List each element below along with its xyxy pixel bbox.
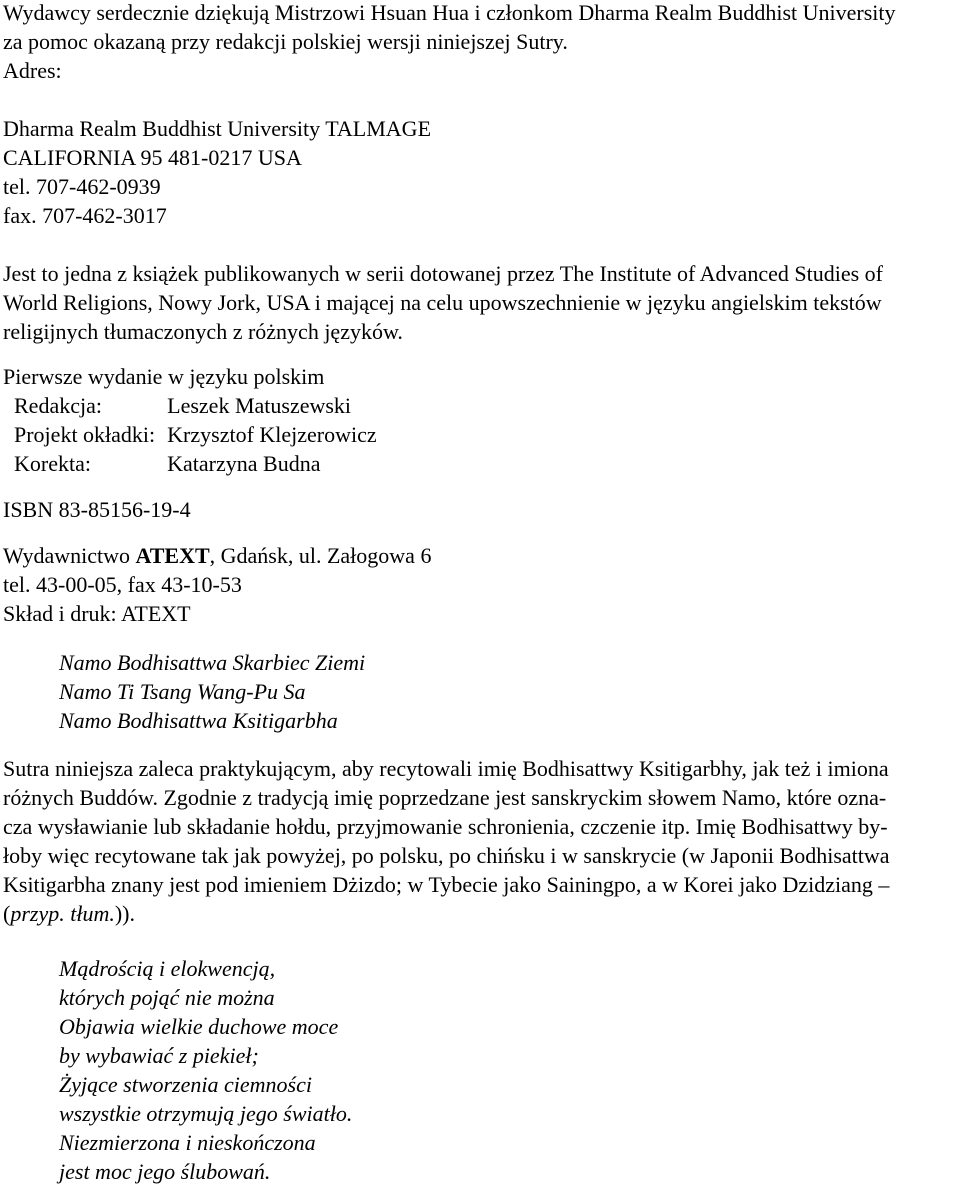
address-line: CALIFORNIA 95 481-0217 USA xyxy=(3,145,302,170)
series-note-line: World Religions, Nowy Jork, USA i mającej na celu upowszechnienie w języku angielskim tekstów xyxy=(3,290,882,315)
edition-title: Pierwsze wydanie w języku polskim xyxy=(3,364,325,389)
edition-block xyxy=(3,362,958,478)
credit-label: Projekt okładki: xyxy=(14,422,156,447)
invocations-block xyxy=(59,648,958,735)
sutra-note-line: cza wysławianie lub składanie hołdu, przyjmowanie schronienia, czczenie itp. Imię Bodhisattwy by- xyxy=(3,814,888,839)
credit-row xyxy=(14,391,377,420)
address-line: Dharma Realm Buddhist University TALMAGE xyxy=(3,116,432,141)
paren-open: ( xyxy=(3,901,11,926)
paren-close: )). xyxy=(114,901,135,926)
sutra-note-line xyxy=(3,899,958,928)
verse-line: wszystkie otrzymują jego światło. xyxy=(59,1101,353,1126)
credit-row xyxy=(14,420,377,449)
invocation-line: Namo Bodhisattwa Skarbiec Ziemi xyxy=(59,650,366,675)
translator-note: przyp. tłum. xyxy=(10,901,115,926)
credits-table xyxy=(14,391,377,478)
invocation-line: Namo Bodhisattwa Ksitigarbha xyxy=(59,708,338,733)
verse-line: których pojąć nie można xyxy=(59,985,275,1010)
publisher-line xyxy=(3,541,958,570)
verse-line: Objawia wielkie duchowe moce xyxy=(59,1014,339,1039)
sutra-note-paragraph xyxy=(3,754,958,928)
verse-block xyxy=(59,954,958,1186)
verse-line: Żyjące stworzenia ciemności xyxy=(59,1072,312,1097)
credit-row xyxy=(14,449,377,478)
verse-line: jest moc jego ślubowań. xyxy=(59,1159,271,1184)
publisher-address: , Gdańsk, ul. Załogowa 6 xyxy=(209,543,432,568)
credit-value: Katarzyna Budna xyxy=(167,451,321,476)
acknowledgement-line: za pomoc okazaną przy redakcji polskiej wersji niniejszej Sutry. xyxy=(3,29,568,54)
credit-value: Krzysztof Klejzerowicz xyxy=(167,422,377,447)
series-note-line: religijnych tłumaczonych z różnych języków. xyxy=(3,319,403,344)
invocation-line: Namo Ti Tsang Wang-Pu Sa xyxy=(59,679,306,704)
document-page xyxy=(3,0,958,1186)
address-block xyxy=(3,56,958,230)
publisher-block xyxy=(3,541,958,628)
acknowledgement-line: Wydawcy serdecznie dziękują Mistrzowi Hsuan Hua i członkom Dharma Realm Buddhist University xyxy=(3,0,896,25)
verse-line: Mądrością i elokwencją, xyxy=(59,956,276,981)
credit-label: Korekta: xyxy=(14,451,91,476)
verse-line: Niezmierzona i nieskończona xyxy=(59,1130,316,1155)
sutra-note-line: Sutra niniejsza zaleca praktykującym, aby recytowali imię Bodhisattwy Ksitigarbhy, jak też i imiona xyxy=(3,756,889,781)
acknowledgement-paragraph xyxy=(3,0,958,56)
credit-value: Leszek Matuszewski xyxy=(167,393,352,418)
address-phone: tel. 707-462-0939 xyxy=(3,174,161,199)
series-note-paragraph xyxy=(3,259,958,346)
address-fax: fax. 707-462-3017 xyxy=(3,203,167,228)
publisher-print: Skład i druk: ATEXT xyxy=(3,601,191,626)
address-label: Adres: xyxy=(3,58,62,83)
sutra-note-line: łoby więc recytowane tak jak powyżej, po polsku, po chińsku i w sanskrycie (w Japonii Bodhisattwa xyxy=(3,843,890,868)
verse-line: by wybawiać z piekieł; xyxy=(59,1043,259,1068)
sutra-note-line: różnych Buddów. Zgodnie z tradycją imię poprzedzane jest sanskryckim słowem Namo, które ozna- xyxy=(3,785,887,810)
series-note-line: Jest to jedna z książek publikowanych w serii dotowanej przez The Institute of Advanced Studies of xyxy=(3,261,883,286)
sutra-note-line: Ksitigarbha znany jest pod imieniem Dżizdo; w Tybecie jako Sainingpo, a w Korei jako Dzidziang – xyxy=(3,872,890,897)
isbn: ISBN 83-85156-19-4 xyxy=(3,497,191,522)
credit-label: Redakcja: xyxy=(14,393,102,418)
publisher-prefix: Wydawnictwo xyxy=(3,543,136,568)
publisher-phone: tel. 43-00-05, fax 43-10-53 xyxy=(3,572,242,597)
publisher-name: ATEXT xyxy=(135,543,210,568)
